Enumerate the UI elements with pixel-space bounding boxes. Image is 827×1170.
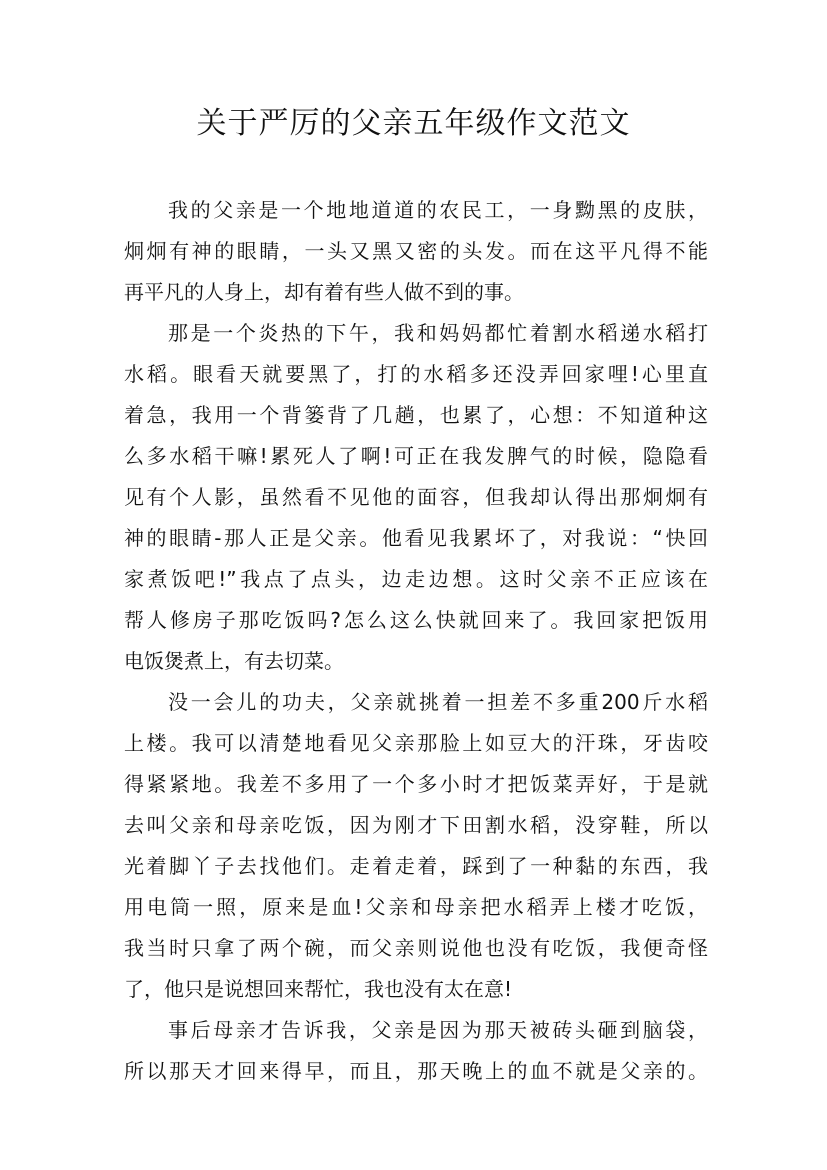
- paragraph: [124, 313, 708, 682]
- text-line: 电饭煲煮上，有去切菜。: [124, 649, 344, 673]
- text-line: 用电筒一照，原来是血!父亲和母亲把水稻弄上楼才吃饭，: [124, 895, 708, 919]
- text-line: 所以那天才回来得早，而且，那天晚上的血不就是父亲的。: [124, 1059, 708, 1083]
- document-title: 关于严厉的父亲五年级作文范文: [196, 106, 631, 141]
- paragraph: [124, 1010, 708, 1092]
- text-line: 了，他只是说想回来帮忙，我也没有太在意!: [124, 977, 513, 1001]
- text-line: 事后母亲才告诉我，父亲是因为那天被砖头砸到脑袋，: [168, 1018, 708, 1042]
- text-line: 再平凡的人身上，却有着有些人做不到的事。: [124, 280, 524, 304]
- text-line: 没一会儿的功夫，父亲就挑着一担差不多重200斤水稻: [168, 690, 708, 714]
- text-line: 得紧紧地。我差不多用了一个多小时才把饭菜弄好，于是就: [124, 772, 708, 796]
- text-line: 我的父亲是一个地地道道的农民工，一身黝黑的皮肤，: [168, 198, 708, 222]
- text-line: 那是一个炎热的下午，我和妈妈都忙着割水稻递水稻打: [168, 321, 708, 345]
- paragraph: [124, 682, 708, 1010]
- text-line: 光着脚丫子去找他们。走着走着，踩到了一种黏的东西，我: [124, 854, 708, 878]
- text-line: 家煮饭吧!”我点了点头，边走边想。这时父亲不正应该在: [124, 567, 708, 591]
- document-body: [124, 190, 708, 1092]
- text-line: 神的眼睛-那人正是父亲。他看见我累坏了，对我说：“快回: [124, 526, 708, 550]
- text-line: 么多水稻干嘛!累死人了啊!可正在我发脾气的时候，隐隐看: [124, 444, 708, 468]
- text-line: 上楼。我可以清楚地看见父亲那脸上如豆大的汗珠，牙齿咬: [124, 731, 708, 755]
- text-line: 水稻。眼看天就要黑了，打的水稻多还没弄回家哩!心里直: [124, 362, 708, 386]
- text-line: 去叫父亲和母亲吃饭，因为刚才下田割水稻，没穿鞋，所以: [124, 813, 708, 837]
- text-line: 我当时只拿了两个碗，而父亲则说他也没有吃饭，我便奇怪: [124, 936, 708, 960]
- text-line: 炯炯有神的眼睛，一头又黑又密的头发。而在这平凡得不能: [124, 239, 708, 263]
- text-line: 着急，我用一个背篓背了几趟，也累了，心想：不知道种这: [124, 403, 708, 427]
- paragraph: [124, 190, 708, 313]
- text-line: 见有个人影，虽然看不见他的面容，但我却认得出那炯炯有: [124, 485, 708, 509]
- text-line: 帮人修房子那吃饭吗?怎么这么快就回来了。我回家把饭用: [124, 608, 708, 632]
